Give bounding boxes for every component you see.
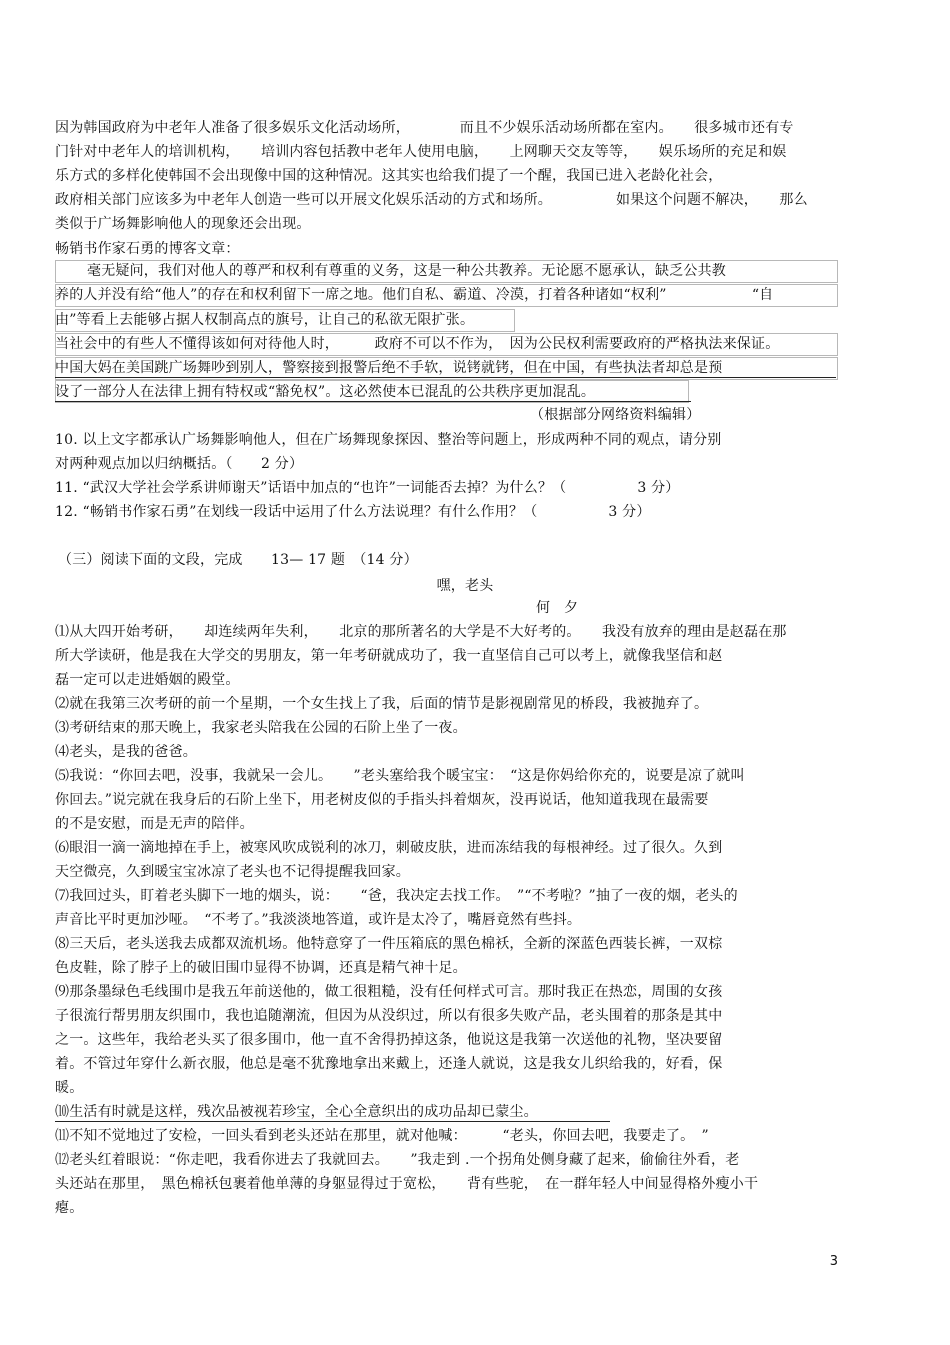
page-number: 3: [829, 1254, 838, 1269]
blog-line-6: 设了一部分人在法律上拥有特权或“豁免权”。这必然使本已混乱的公共秩序更加混乱。: [55, 384, 596, 400]
blog-title: 畅销书作家石勇的博客文章：: [55, 241, 240, 257]
story-line-7: ⑸我说：“你回去吧，没事，我就呆一会儿。 ”老头塞给我个暖宝宝： “这是你妈给你充的，说要是凉了就叫: [55, 768, 745, 784]
story-line-8: 你回去。”说完就在我身后的石阶上坐下，用老树皮似的手指头抖着烟灰，没再说话，他知道我现在最需要: [55, 792, 709, 808]
story-title: 嘿，老头: [436, 578, 494, 594]
question-11: 11. “武汉大学社会学系讲师谢天”话语中加点的“也许”一词能否去掉？为什么？（ 3 分）: [55, 480, 680, 496]
question-12: 12. “畅销书作家石勇”在划线一段话中运用了什么方法说理？有什么作用？（ 3 分）: [55, 504, 651, 520]
story-line-19: 着。不管过年穿什么新衣服，他总是毫不犹豫地拿出来戴上，还逢人就说，这是我女儿织给我的，好看，保: [55, 1056, 723, 1072]
blog-line-3: 由”等看上去能够占据人权制高点的旗号，让自己的私欲无限扩张。: [55, 312, 475, 328]
story-line-10: ⑹眼泪一滴一滴地掉在手上，被寒风吹成锐利的冰刀，刺破皮肤，进而冻结我的每根神经。过了很久。久到: [55, 840, 723, 856]
story-line-17: 子很流行帮男朋友织围巾，我也追随潮流，但因为从没织过，所以有很多失败产品，老头围着的那条是其中: [55, 1008, 723, 1024]
story-line-4: ⑵就在我第三次考研的前一个星期，一个女生找上了我，后面的情节是影视剧常见的桥段，我被抛弃了。: [55, 696, 709, 712]
blog-line-4: 当社会中的有些人不懂得该如何对待他人时， 政府不可以不作为， 因为公民权利需要政府的严格执法来保证。: [55, 336, 780, 352]
story-line-15: 色皮鞋，除了脖子上的破旧围巾显得不协调，还真是精气神十足。: [55, 960, 467, 976]
story-line-23: ⑿老头红着眼说：“你走吧，我看你进去了我就回去。 ”我走到 .一个拐角处侧身藏了起来，偷偷往外看，老: [55, 1152, 740, 1168]
story-line-9: 的不是安慰，而是无声的陪伴。: [55, 816, 254, 832]
question-10-line-2: 对两种观点加以归纳概括。（ 2 分）: [55, 456, 304, 472]
story-line-25: 瘪。: [55, 1200, 84, 1216]
story-line-6: ⑷老头，是我的爸爸。: [55, 744, 197, 760]
intro-line-1: 因为韩国政府为中老年人准备了很多娱乐文化活动场所， 而且不少娱乐活动场所都在室内。 很多城市还有专: [55, 120, 794, 136]
question-10-line-1: 10. 以上文字都承认广场舞影响他人，但在广场舞现象探因、整治等问题上，形成两种不同的观点，请分别: [55, 432, 722, 448]
story-line-22: ⑾不知不觉地过了安检，一回头看到老头还站在那里，就对他喊： “老头，你回去吧，我要走了。 ”: [55, 1128, 709, 1144]
story-line-16: ⑼那条墨绿色毛线围巾是我五年前送他的，做工很粗糙，没有任何样式可言。那时我正在热恋，周围的女孩: [55, 984, 723, 1000]
story-author: 何夕: [536, 600, 592, 616]
intro-line-3: 乐方式的多样化使韩国不会出现像中国的这种情况。这其实也给我们提了一个醒，我国已进入老龄化社会，: [55, 168, 723, 184]
source-note: （根据部分网络资料编辑）: [530, 407, 701, 423]
story-line-24: 头还站在那里， 黑色棉袄包裹着他单薄的身躯显得过于宽松， 背有些驼， 在一群年轻人中间显得格外瘦小干: [55, 1176, 759, 1192]
story-line-18: 之一。这些年，我给老头买了很多围巾，他一直不舍得扔掉这条，他说这是我第一次送他的礼物，坚决要留: [55, 1032, 723, 1048]
blog-line-1: 毫无疑问，我们对他人的尊严和权利有尊重的义务，这是一种公共教养。无论愿不愿承认，缺乏公共教: [87, 263, 726, 279]
story-line-11: 天空微亮，久到暖宝宝冰凉了老头也不记得提醒我回家。: [55, 864, 410, 880]
section-header: （三）阅读下面的文段，完成 13— 17 题 （14 分）: [58, 552, 418, 568]
story-line-1: ⑴从大四开始考研， 却连续两年失利， 北京的那所著名的大学是不大好考的。 我没有放弃的理由是赵磊在那: [55, 624, 787, 640]
blog-line-5: 中国大妈在美国跳广场舞吵到别人，警察接到报警后绝不手软，说铐就铐，但在中国，有些执法者却总是预: [55, 360, 723, 376]
story-line-20: 暖。: [55, 1080, 84, 1096]
story-line-13: 声音比平时更加沙哑。 “不考了。”我淡淡地答道，或许是太冷了，嘴唇竟然有些抖。: [55, 912, 582, 928]
story-line-14: ⑻三天后，老头送我去成都双流机场。他特意穿了一件压箱底的黑色棉袄，全新的深蓝色西装长裤，一双棕: [55, 936, 723, 952]
story-line-2: 所大学读研，他是我在大学交的男朋友，第一年考研就成功了，我一直坚信自己可以考上，就像我坚信和赵: [55, 648, 723, 664]
blog-line-2: 养的人并没有给“他人”的存在和权利留下一席之地。他们自私、霸道、冷漠，打着各种诸如“权利” “自: [55, 287, 774, 303]
underline-1: [55, 377, 836, 378]
underline-2: [55, 401, 691, 402]
underline-3: [55, 1121, 610, 1122]
intro-line-5: 类似于广场舞影响他人的现象还会出现。: [55, 216, 311, 232]
intro-line-2: 门针对中老年人的培训机构， 培训内容包括教中老年人使用电脑， 上网聊天交友等等， 娱乐场所的充足和娱: [55, 144, 787, 160]
story-line-5: ⑶考研结束的那天晚上，我家老头陪我在公园的石阶上坐了一夜。: [55, 720, 467, 736]
story-line-12: ⑺我回过头，盯着老头脚下一地的烟头，说： “爸，我决定去找工作。 ”“不考啦？”抽了一夜的烟，老头的: [55, 888, 738, 904]
intro-line-4: 政府相关部门应该多为中老年人创造一些可以开展文化娱乐活动的方式和场所。 如果这个问题不解决， 那么: [55, 192, 808, 208]
story-line-3: 磊一定可以走进婚姻的殿堂。: [55, 672, 240, 688]
story-line-21: ⑽生活有时就是这样，残次品被视若珍宝，全心全意织出的成功品却已蒙尘。: [55, 1104, 538, 1120]
